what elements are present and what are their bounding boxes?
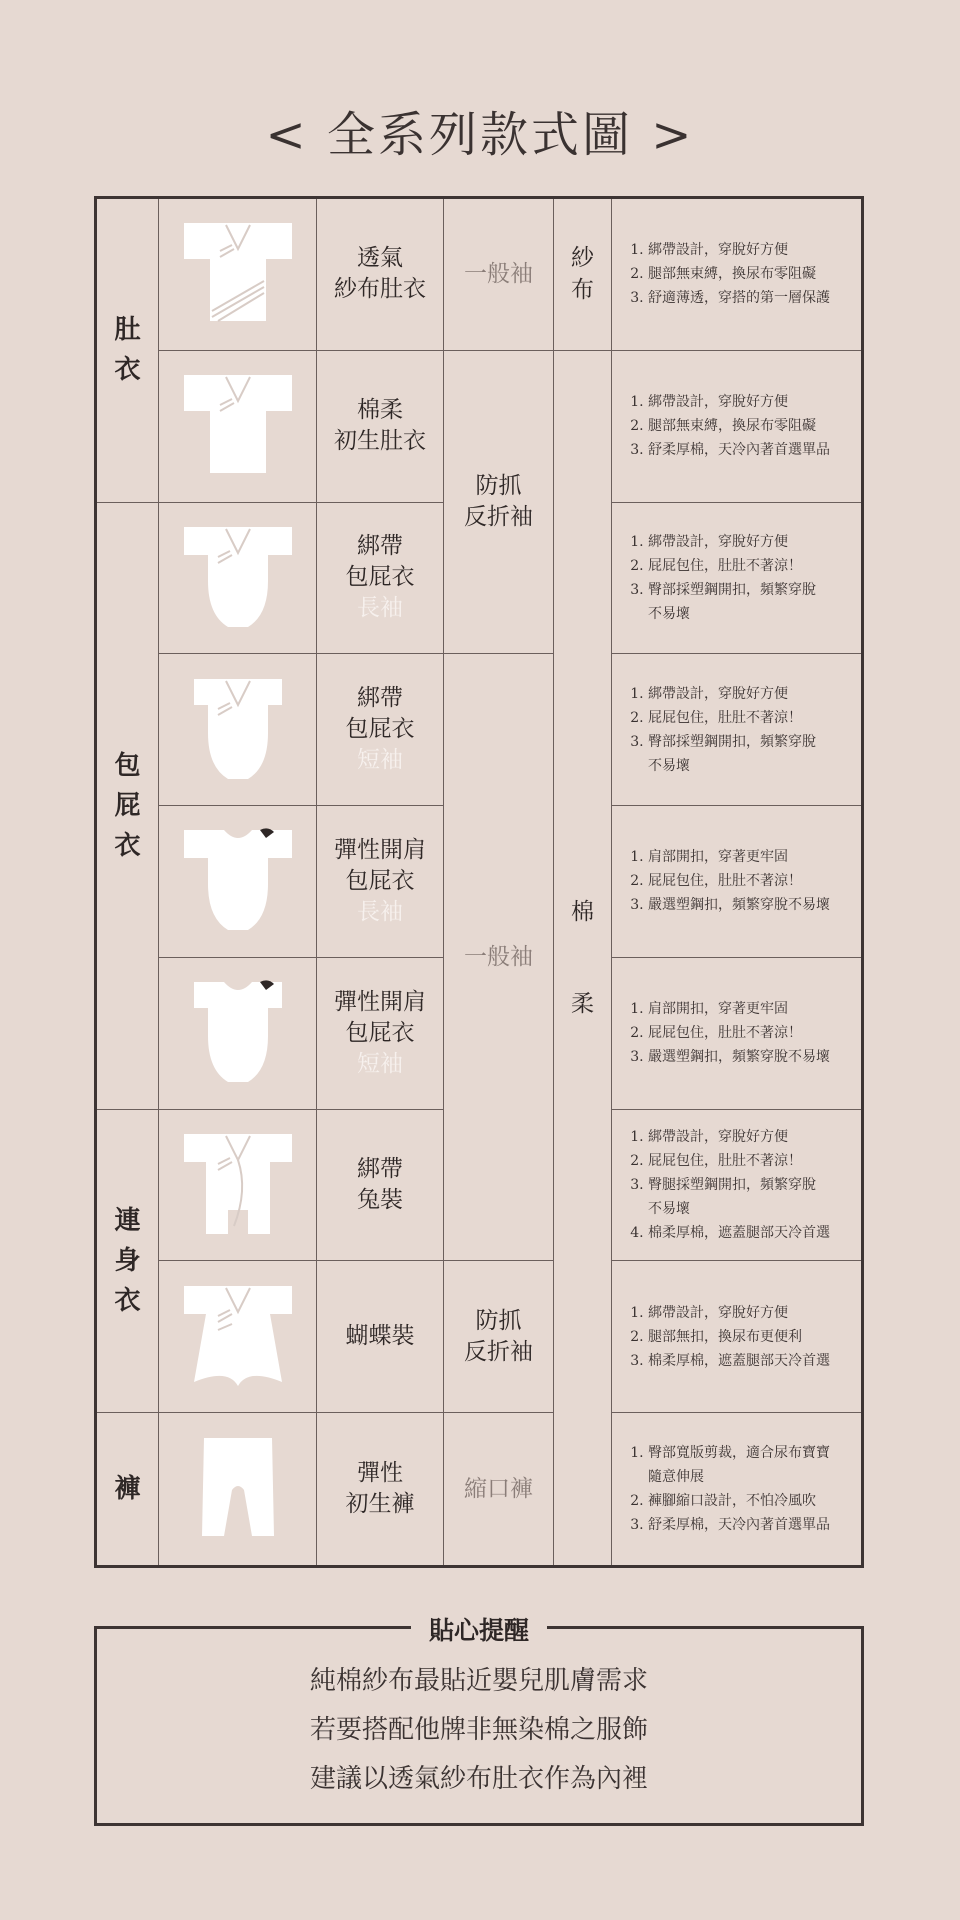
feature-item: 2. 屁屁包住，肚肚不著涼！ (648, 706, 816, 730)
item-name-line: 棉柔 (357, 397, 403, 424)
feature-item (648, 730, 816, 778)
category-baopiyi (97, 503, 159, 1110)
features-cell (612, 199, 861, 351)
feature-item: 4. 棉柔厚棉，遮蓋腿部天冷首選 (648, 1221, 830, 1245)
item-name-line: 初生肚衣 (334, 428, 426, 455)
feature-item: 2. 腿部無扣，換尿布更便利 (648, 1325, 830, 1349)
sleeve-type (444, 1261, 554, 1413)
page-title: < 全系列款式圖 > (265, 107, 695, 163)
feature-list (626, 1301, 830, 1373)
reminder-box (94, 1616, 864, 1826)
feature-item: 2. 褲腳縮口設計，不怕冷風吹 (648, 1489, 830, 1513)
fabric-gauze (554, 199, 612, 351)
category-baopiyi-char: 包 (114, 750, 141, 781)
sleeve-type (444, 1413, 554, 1565)
item-name-line: 初生褲 (345, 1491, 415, 1518)
garment-image-cell (159, 654, 317, 806)
category-lianshenyi-char: 身 (114, 1245, 141, 1276)
bodysuit-shoulder-short-icon (178, 978, 298, 1088)
feature-text-cont: 不易壞 (648, 605, 690, 622)
romper-tie-icon (178, 1130, 298, 1240)
pants-icon (178, 1434, 298, 1544)
reminder-line: 純棉紗布最貼近嬰兒肌膚需求 (309, 1666, 648, 1696)
reminder-line: 若要搭配他牌非無染棉之服飾 (309, 1715, 648, 1745)
category-baopiyi-char: 衣 (114, 830, 141, 861)
fabric-char: 布 (571, 277, 594, 304)
feature-item: 2. 屁屁包住，肚肚不著涼！ (648, 1021, 830, 1045)
feature-list (626, 845, 830, 917)
item-sleeve-length: 長袖 (357, 898, 403, 925)
features-cell (612, 351, 861, 503)
sleeve-type-line: 縮口褲 (464, 1475, 533, 1502)
reminder-line: 建議以透氣紗布肚衣作為內裡 (309, 1764, 648, 1794)
feature-item: 2. 屁屁包住，肚肚不著涼！ (648, 554, 816, 578)
feature-item: 1. 綁帶設計，穿脫好方便 (648, 238, 830, 262)
feature-text-cont: 不易壞 (648, 1201, 690, 1218)
feature-item (648, 1441, 830, 1489)
feature-item: 3. 嚴選塑鋼扣，頻繁穿脫不易壞 (648, 1045, 830, 1069)
item-name (317, 503, 444, 655)
bodysuit-tie-short-icon (178, 675, 298, 785)
garment-image-cell (159, 806, 317, 958)
feature-item: 1. 綁帶設計，穿脫好方便 (648, 1301, 830, 1325)
feature-text: 臀部寬版剪裁，適合尿布寶寶 (648, 1445, 830, 1462)
feature-list (626, 997, 830, 1069)
item-name (317, 199, 444, 351)
reminder-text (97, 1657, 861, 1804)
item-name (317, 654, 444, 806)
dudou-gauze-icon (178, 219, 298, 329)
item-name-line: 透氣 (357, 245, 403, 272)
item-name-line: 綁帶 (357, 1156, 403, 1183)
garment-image-cell (159, 958, 317, 1110)
item-name-line: 包屁衣 (345, 716, 415, 743)
features-cell (612, 958, 861, 1110)
feature-item: 3. 舒適薄透，穿搭的第一層保護 (648, 286, 830, 310)
feature-item: 3. 嚴選塑鋼扣，頻繁穿脫不易壞 (648, 893, 830, 917)
sleeve-type (444, 351, 554, 655)
item-name (317, 1261, 444, 1413)
item-name-line: 兔裝 (357, 1187, 403, 1214)
garment-image-cell (159, 1261, 317, 1413)
sleeve-type-line: 反折袖 (464, 1338, 533, 1365)
category-ku (97, 1413, 159, 1565)
category-duyi-char: 肚 (114, 315, 141, 346)
item-sleeve-length: 長袖 (357, 595, 403, 622)
dudou-cotton-icon (178, 371, 298, 481)
category-ku-char: 褲 (114, 1474, 141, 1505)
feature-item: 2. 屁屁包住，肚肚不著涼！ (648, 869, 830, 893)
feature-item (648, 578, 816, 626)
feature-item: 1. 綁帶設計，穿脫好方便 (648, 390, 830, 414)
garment-image-cell (159, 351, 317, 503)
item-name-line: 包屁衣 (345, 867, 415, 894)
item-name-line: 綁帶 (357, 685, 403, 712)
item-sleeve-length: 短袖 (357, 1050, 403, 1077)
feature-text: 臀腿採塑鋼開扣，頻繁穿脫 (648, 1177, 816, 1194)
item-name-line: 彈性開肩 (334, 988, 426, 1015)
fabric-char: 柔 (571, 990, 594, 1017)
feature-item: 1. 肩部開扣，穿著更牢固 (648, 845, 830, 869)
feature-list (626, 1125, 830, 1245)
sleeve-type-line: 一般袖 (464, 943, 533, 970)
item-name-line: 彈性 (357, 1460, 403, 1487)
feature-item: 3. 舒柔厚棉，天冷內著首選單品 (648, 438, 830, 462)
feature-item: 2. 腿部無束縛，換尿布零阻礙 (648, 262, 830, 286)
category-duyi-char: 衣 (114, 355, 141, 386)
feature-list (626, 390, 830, 462)
bodysuit-shoulder-long-icon (178, 826, 298, 936)
features-cell (612, 1110, 861, 1262)
feature-item: 2. 腿部無束縛，換尿布零阻礙 (648, 414, 830, 438)
features-cell (612, 806, 861, 958)
garment-image-cell (159, 1110, 317, 1262)
feature-item (648, 1173, 830, 1221)
item-name (317, 351, 444, 503)
sleeve-type-line: 反折袖 (464, 504, 533, 531)
item-name (317, 806, 444, 958)
reminder-title: 貼心提醒 (411, 1611, 547, 1647)
item-name-line: 蝴蝶裝 (345, 1323, 415, 1350)
item-name-line: 彈性開肩 (334, 836, 426, 863)
style-chart-table (94, 196, 864, 1568)
item-name-line: 包屁衣 (345, 1019, 415, 1046)
sleeve-type (444, 199, 554, 351)
butterfly-suit-icon (178, 1282, 298, 1392)
category-baopiyi-char: 屁 (114, 790, 141, 821)
fabric-cotton (554, 351, 612, 1565)
feature-list (626, 530, 816, 626)
garment-image-cell (159, 1413, 317, 1565)
category-lianshenyi-char: 連 (114, 1205, 141, 1236)
sleeve-type (444, 654, 554, 1261)
category-lianshenyi-char: 衣 (114, 1285, 141, 1316)
sleeve-type-line: 防抓 (475, 473, 522, 500)
bodysuit-tie-long-icon (178, 523, 298, 633)
item-name (317, 958, 444, 1110)
feature-item: 1. 綁帶設計，穿脫好方便 (648, 1125, 830, 1149)
item-name (317, 1110, 444, 1262)
feature-item: 1. 綁帶設計，穿脫好方便 (648, 530, 816, 554)
feature-text-cont: 不易壞 (648, 757, 690, 774)
feature-text: 臀部採塑鋼開扣，頻繁穿脫 (648, 581, 816, 598)
feature-item: 1. 綁帶設計，穿脫好方便 (648, 682, 816, 706)
item-name-line: 綁帶 (357, 533, 403, 560)
features-cell (612, 654, 861, 806)
garment-image-cell (159, 503, 317, 655)
feature-list (626, 682, 816, 778)
item-name-line: 紗布肚衣 (334, 276, 426, 303)
features-cell (612, 1261, 861, 1413)
feature-text: 臀部採塑鋼開扣，頻繁穿脫 (648, 733, 816, 750)
feature-item: 3. 舒柔厚棉，天冷內著首選單品 (648, 1513, 830, 1537)
fabric-char: 紗 (571, 245, 594, 272)
feature-list (626, 238, 830, 310)
item-sleeve-length: 短袖 (357, 747, 403, 774)
sleeve-type-line: 防抓 (475, 1307, 522, 1334)
feature-list (626, 1441, 830, 1537)
sleeve-type-line: 一般袖 (464, 260, 533, 287)
category-lianshenyi (97, 1110, 159, 1414)
item-name-line: 包屁衣 (345, 564, 415, 591)
features-cell (612, 1413, 861, 1565)
feature-item: 2. 屁屁包住，肚肚不著涼！ (648, 1149, 830, 1173)
category-duyi (97, 199, 159, 503)
garment-image-cell (159, 199, 317, 351)
features-cell (612, 503, 861, 655)
fabric-char: 棉 (571, 898, 594, 925)
item-name (317, 1413, 444, 1565)
feature-text-cont: 隨意伸展 (648, 1469, 704, 1486)
feature-item: 1. 肩部開扣，穿著更牢固 (648, 997, 830, 1021)
feature-item: 3. 棉柔厚棉，遮蓋腿部天冷首選 (648, 1349, 830, 1373)
